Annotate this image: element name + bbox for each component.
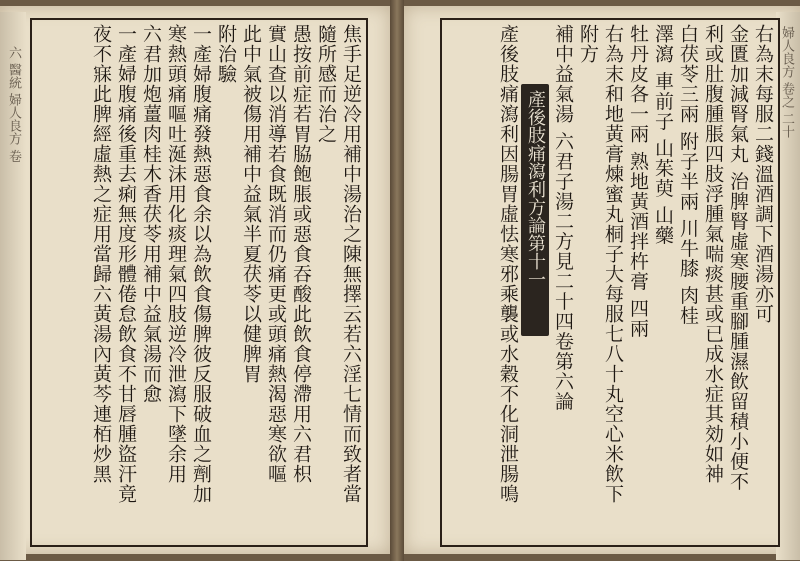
- right-text-frame: [440, 18, 780, 547]
- text-column: 附方: [577, 24, 599, 64]
- text-column: 此中氣被傷用補中益氣半夏茯苓以健脾胃: [240, 24, 262, 384]
- text-column: 右為末每服二錢溫酒調下酒湯亦可: [752, 24, 774, 324]
- text-column: 六君加炮薑肉桂木香茯苓用補中益氣湯而愈: [140, 24, 162, 404]
- text-column: 愚按前症若胃脇飽脹或惡食吞酸此飲食停滯用六君枳: [290, 24, 312, 484]
- text-column: 白茯苓三兩 附子半兩 川牛膝 肉桂: [677, 24, 699, 326]
- left-edge-text: 六 醫統 婦人良方 卷: [6, 46, 21, 163]
- right-page: [404, 6, 800, 554]
- left-text-frame: [30, 18, 368, 547]
- text-column: 隨所感而治之: [315, 24, 337, 144]
- section-heading: 產後肢痛瀉利方論第十一: [521, 84, 549, 336]
- text-column: 牡丹皮各一兩 熟地黃酒拌杵膏 四兩: [627, 24, 649, 339]
- text-column: 利或肚腹腫脹四肢浮腫氣喘痰甚或已成水症其効如神: [702, 24, 724, 484]
- text-column: 寒熱頭痛嘔吐涎沫用化痰理氣四肢逆冷泄瀉下墜余用: [165, 24, 187, 484]
- text-column: 附治驗: [215, 24, 237, 84]
- left-columns: [36, 24, 362, 541]
- text-column: 金匱加減腎氣丸 治脾腎虛寒腰重腳腫濕飲留積小便不: [727, 24, 749, 492]
- book-gutter: [390, 0, 404, 561]
- text-column: 右為末和地黃膏煉蜜丸桐子大每服七八十丸空心米飲下: [602, 24, 624, 504]
- text-column: 一產婦腹痛發熱惡食余以為飲食傷脾彼反服破血之劑加: [190, 24, 212, 504]
- text-column: 焦手足逆冷用補中湯治之陳無擇云若六淫七情而致者當: [340, 24, 362, 504]
- text-column: 產後肢痛瀉利因腸胃虛怯寒邪乘襲或水穀不化洞泄腸鳴: [497, 24, 519, 504]
- right-columns: [446, 24, 774, 541]
- left-page: [0, 6, 390, 554]
- text-column: 實山查以消導若食既消而仍痛更或頭痛熱渴惡寒欲嘔: [265, 24, 287, 484]
- right-edge-text: 婦人良方 卷之 二十: [779, 26, 794, 139]
- text-column: 補中益氣湯 六君子湯二方見二十四卷第六論: [552, 24, 574, 412]
- text-column: 夜不寐此脾經虛熱之症用當歸六黃湯內黃芩連栢炒黑: [90, 24, 112, 484]
- text-column: 澤瀉 車前子 山茱萸 山藥: [652, 24, 674, 246]
- text-column: 一產婦腹痛後重去痢無度形體倦怠飲食不甘唇腫盜汗竟: [115, 24, 137, 504]
